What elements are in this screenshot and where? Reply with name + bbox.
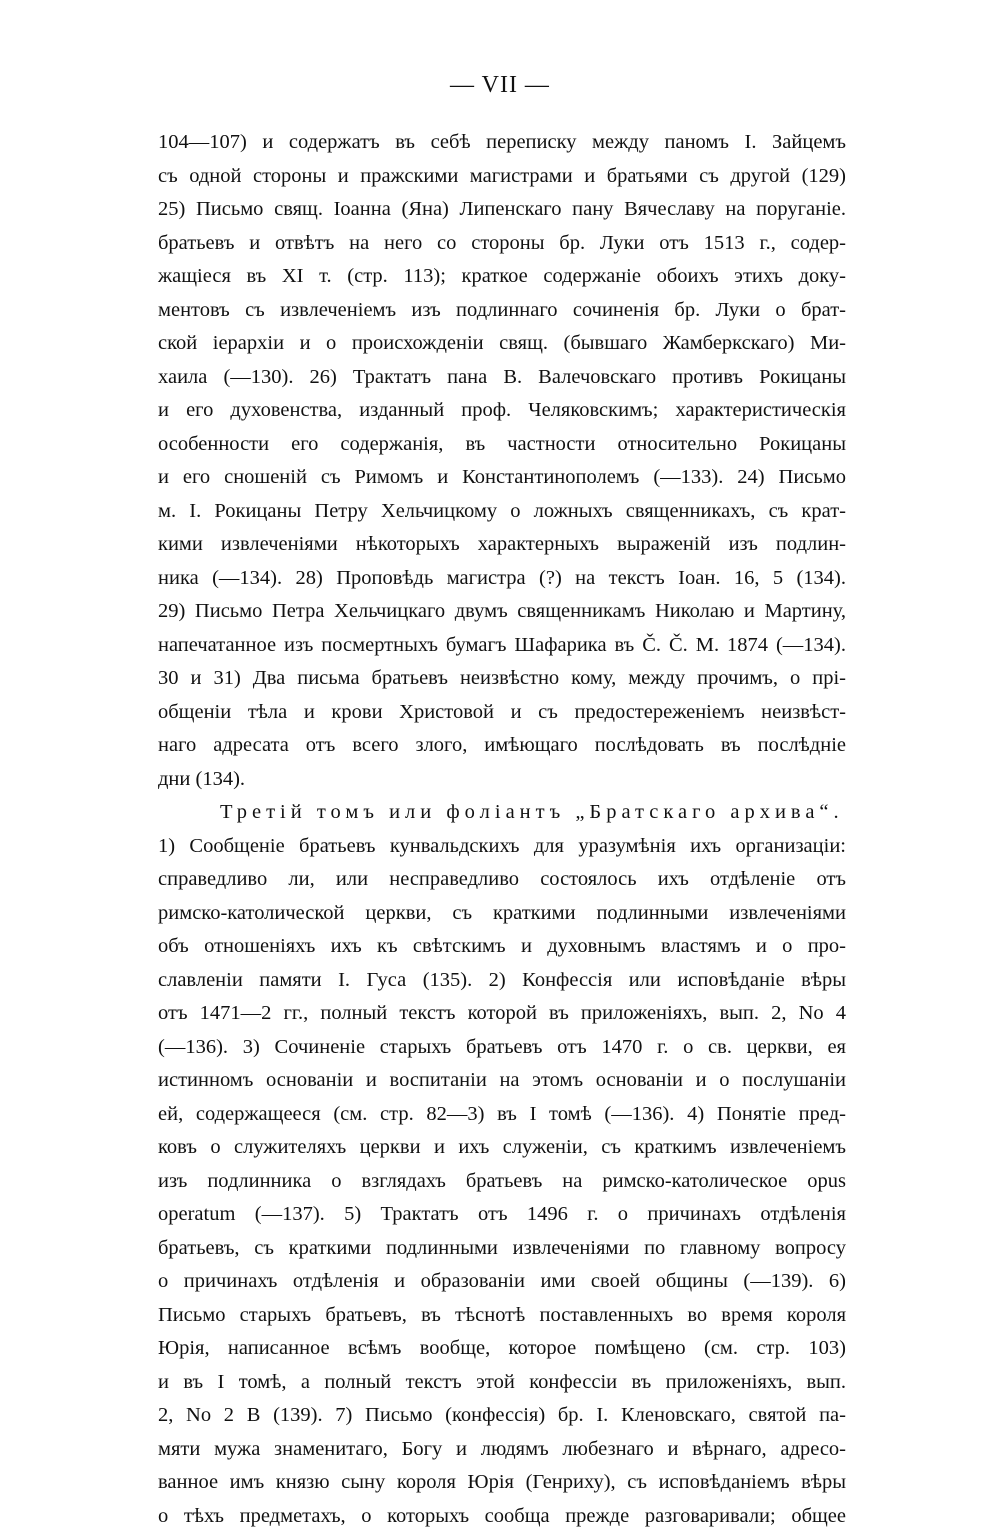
text-line: 104—107) и содержатъ въ себѣ переписку между паномъ І. Зайцемъ [158, 126, 846, 160]
text-line: 29) Письмо Петра Хельчицкаго двумъ священникамъ Николаю и Мартину, [158, 595, 846, 629]
text-line: съ одной стороны и пражскими магистрами и братьями съ другой (129) [158, 160, 846, 194]
text-line: наго адресата отъ всего злого, имѣющаго послѣдовать въ послѣдніе [158, 729, 846, 763]
paragraph-2 [158, 796, 846, 1533]
text-line: жащіеся въ XI т. (стр. 113); краткое содержаніе обоихъ этихъ доку- [158, 260, 846, 294]
text-line: дни (134). [158, 763, 846, 797]
text-line: м. І. Рокицаны Петру Хельчицкому о ложныхъ священникахъ, съ крат- [158, 495, 846, 529]
text-line: и его духовенства, изданный проф. Челяковскимъ; характеристическія [158, 394, 846, 428]
text-line: 2, No 2 В (139). 7) Письмо (конфессія) бр. І. Кленовскаго, святой па- [158, 1399, 846, 1433]
text-line: напечатанное изъ посмертныхъ бумагъ Шафарика въ Č. Č. M. 1874 (—134). [158, 629, 846, 663]
text-line: (—136). 3) Сочиненіе старыхъ братьевъ отъ 1470 г. о св. церкви, ея [158, 1031, 846, 1065]
text-line: и его сношеній съ Римомъ и Константинополемъ (—133). 24) Письмо [158, 461, 846, 495]
text-line: ской іерархіи и о происхожденіи свящ. (бывшаго Жамберкскаго) Ми- [158, 327, 846, 361]
text-line: о причинахъ отдѣленія и образованіи ими своей общины (—139). 6) [158, 1265, 846, 1299]
text-line: кими извлеченіями нѣкоторыхъ характерныхъ выраженій изъ подлин- [158, 528, 846, 562]
text-line: истинномъ основаніи и воспитаніи на этомъ основаніи и о послушаніи [158, 1064, 846, 1098]
text-line: 25) Письмо свящ. Іоанна (Яна) Липенскаго пану Вячеславу на поруганіе. [158, 193, 846, 227]
text-line: мяти мужа знаменитаго, Богу и людямъ любезнаго и вѣрнаго, адресо- [158, 1433, 846, 1467]
text-line: отъ 1471—2 гг., полный текстъ которой въ приложеніяхъ, вып. 2, No 4 [158, 997, 846, 1031]
text-line: ника (—134). 28) Проповѣдь магистра (?) на текстъ Іоан. 16, 5 (134). [158, 562, 846, 596]
text-line: изъ подлинника о взглядахъ братьевъ на римско-католическое opus [158, 1165, 846, 1199]
text-line: особенности его содержанія, въ частности относительно Рокицаны [158, 428, 846, 462]
text-line: 1) Сообщеніе братьевъ кунвальдскихъ для уразумѣнія ихъ организаціи: [158, 830, 846, 864]
text-line: римско-католической церкви, съ краткими подлинными извлеченіями [158, 897, 846, 931]
text-line: хаила (—130). 26) Трактатъ пана В. Валечовскаго противъ Рокицаны [158, 361, 846, 395]
text-line: ковъ о служителяхъ церкви и ихъ служеніи, съ краткимъ извлеченіемъ [158, 1131, 846, 1165]
text-line: справедливо ли, или несправедливо состоялось ихъ отдѣленіе отъ [158, 863, 846, 897]
section-heading: Третій томъ или фоліантъ „Братскаго архива“. [158, 796, 846, 830]
page-number: — VII — [0, 72, 1000, 99]
text-line: ей, содержащееся (см. стр. 82—3) въ І томѣ (—136). 4) Понятіе пред- [158, 1098, 846, 1132]
text-line: operatum (—137). 5) Трактатъ отъ 1496 г. о причинахъ отдѣленія [158, 1198, 846, 1232]
text-line: братьевъ и отвѣтъ на него со стороны бр. Луки отъ 1513 г., содер- [158, 227, 846, 261]
text-line: 30 и 31) Два письма братьевъ неизвѣстно кому, между прочимъ, о прі- [158, 662, 846, 696]
text-line: братьевъ, съ краткими подлинными извлеченіями по главному вопросу [158, 1232, 846, 1266]
text-line: и въ І томѣ, а полный текстъ этой конфессіи въ приложеніяхъ, вып. [158, 1366, 846, 1400]
body-text [158, 126, 846, 1533]
text-line: о тѣхъ предметахъ, о которыхъ сообща прежде разговаривали; общее [158, 1500, 846, 1533]
text-line: Письмо старыхъ братьевъ, въ тѣснотѣ поставленныхъ во время короля [158, 1299, 846, 1333]
paragraph-1 [158, 126, 846, 796]
text-line: Юрія, написанное всѣмъ вообще, которое помѣщено (см. стр. 103) [158, 1332, 846, 1366]
text-line: объ отношеніяхъ ихъ къ свѣтскимъ и духовнымъ властямъ и о про- [158, 930, 846, 964]
text-line: ментовъ съ извлеченіемъ изъ подлиннаго сочиненія бр. Луки о брат- [158, 294, 846, 328]
text-line: славленіи памяти І. Гуса (135). 2) Конфессія или исповѣданіе вѣры [158, 964, 846, 998]
text-line: общеніи тѣла и крови Христовой и съ предостереженіемъ неизвѣст- [158, 696, 846, 730]
text-line: ванное имъ князю сыну короля Юрія (Генриху), съ исповѣданіемъ вѣры [158, 1466, 846, 1500]
